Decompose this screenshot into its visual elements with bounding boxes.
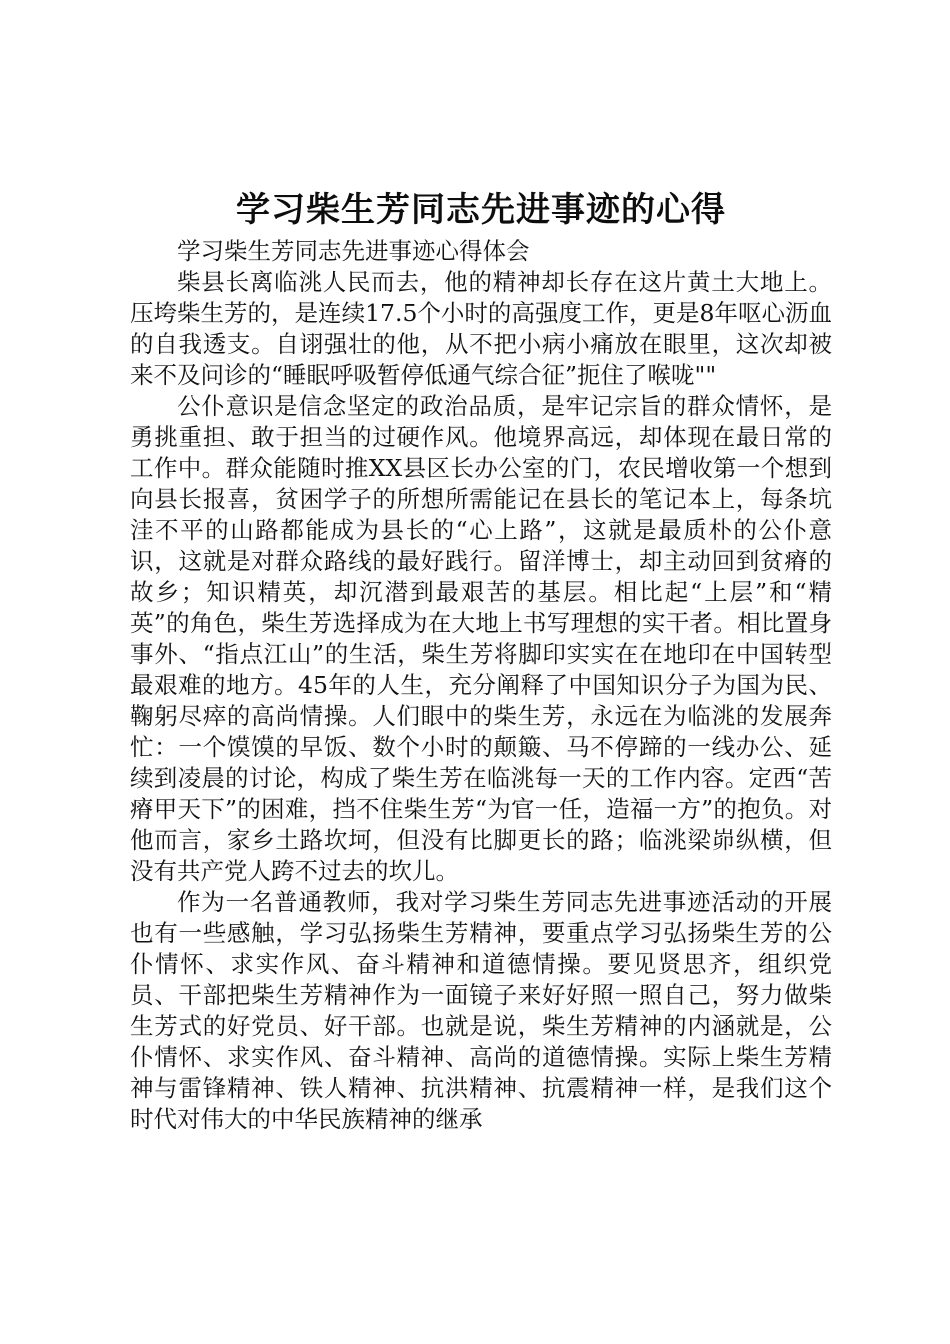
document-subtitle: 学习柴生芳同志先进事迹心得体会 [177, 237, 530, 265]
paragraph-3: 作为一名普通教师，我对学习柴生芳同志先进事迹活动的开展也有一些感触，学习弘扬柴生芳精神，要重点学习弘扬柴生芳的公仆情怀、求实作风、奋斗精神和道德情操。要见贤思齐，组织党员、干部把柴生芳精神作为一面镜子来好好照一照自己，努力做柴生芳式的好党员、好干部。也就是说，柴生芳精神的内涵就是，公仆情怀、求实作风、奋斗精神、高尚的道德情操。实际上柴生芳精神与雷锋精神、铁人精神、抗洪精神、抗震精神一样，是我们这个时代对伟大的中华民族精神的继承 [130, 888, 832, 1133]
document-body [130, 188, 832, 1135]
document-title: 学习柴生芳同志先进事迹的心得 [236, 190, 726, 230]
paragraph-2: 公仆意识是信念坚定的政治品质，是牢记宗旨的群众情怀，是勇挑重担、敢于担当的过硬作风。他境界高远，却体现在最日常的工作中。群众能随时推XX县区长办公室的门，农民增收第一个想到向县长报喜，贫困学子的所想所需能记在县长的笔记本上，每条坑洼不平的山路都能成为县长的“心上路”，这就是最质朴的公仆意识，这就是对群众路线的最好践行。留洋博士，却主动回到贫瘠的故乡；知识精英，却沉潜到最艰苦的基层。相比起“上层”和“精英”的角色，柴生芳选择成为在大地上书写理想的实干者。相比置身事外、“指点江山”的生活，柴生芳将脚印实实在在地印在中国转型最艰难的地方。45年的人生，充分阐释了中国知识分子为国为民、鞠躬尽瘁的高尚情操。人们眼中的柴生芳，永远在为临洮的发展奔忙：一个馍馍的早饭、数个小时的颠簸、马不停蹄的一线办公、延续到凌晨的讨论，构成了柴生芳在临洮每一天的工作内容。定西“苦瘠甲天下”的困难，挡不住柴生芳“为官一任，造福一方”的抱负。对他而言，家乡土路坎坷，但没有比脚更长的路；临洮梁峁纵横，但没有共产党人跨不过去的坎儿。 [130, 392, 832, 885]
paragraph-1: 柴县长离临洮人民而去，他的精神却长存在这片黄土大地上。压垮柴生芳的，是连续17.5个小时的高强度工作，更是8年呕心沥血的自我透支。自诩强壮的他，从不把小病小痛放在眼里，这次却被来不及问诊的“睡眠呼吸暂停低通气综合征”扼住了喉咙"" [130, 268, 832, 389]
